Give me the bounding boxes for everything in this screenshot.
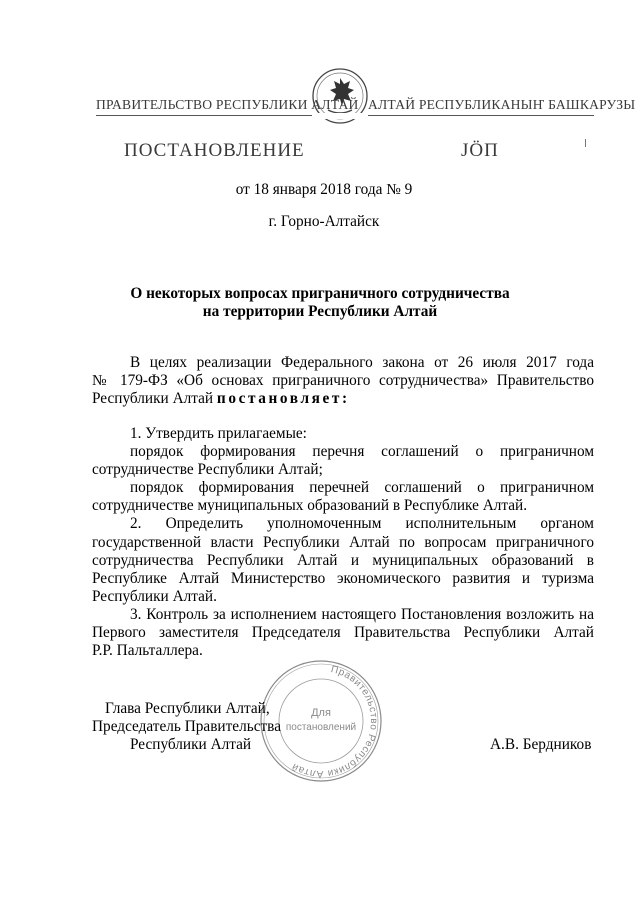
- svg-text:постановлений: постановлений: [285, 722, 357, 733]
- signatory-title-line2: Председатель Правительства: [92, 718, 281, 735]
- document-type-ru: ПОСТАНОВЛЕНИЕ: [124, 140, 305, 161]
- document-type-alt: JÖП: [461, 140, 499, 161]
- item-1: 1. Утвердить прилагаемые:: [130, 425, 307, 442]
- document-title-line2: на территории Республики Алтай: [202, 303, 438, 320]
- signatory-title-line3: Республики Алтай: [130, 736, 252, 753]
- document-title-line1: О некоторых вопросах приграничного сотрудничества: [130, 285, 510, 302]
- decree-keyword: постановляет:: [216, 390, 350, 408]
- svg-text:Правительство Республики Алтай: Правительство Республики Алтай: [289, 664, 380, 780]
- government-name-ru: ПРАВИТЕЛЬСТВО РЕСПУБЛИКИ АЛТАЙ: [96, 97, 359, 112]
- item-3: 3. Контроль за исполнением настоящего Постановления возложить на: [130, 605, 594, 623]
- item-2: 2. Определить уполномоченным исполнительным органом: [130, 515, 594, 533]
- document-city: г. Горно-Алтайск: [268, 213, 380, 230]
- signatory-name: А.В. Бердников: [490, 736, 592, 753]
- svg-text:Для: Для: [311, 707, 331, 719]
- preamble: В целях реализации Федерального закона от 26 июля 2017 года № 179-ФЗ «Об основах приграничного сотрудничества» Правительство Республики Алтай постановляет:: [92, 354, 594, 408]
- decree-items: 1. Утвердить прилагаемые: порядок формирования перечня соглашений о приграничном сотрудничестве Республики Алтай; порядок формирования перечней соглашений о приграничном сотрудничестве муниципальных образований в Республике Алтай. 2. Определить уполномоченным исполнительным органом государственной власти Республики Алтай по вопросам приграничного сотрудничества Республики Алтай и муниципальных образований в Республике Алтай Министерство экономического развития и туризма Республики Алтай. 3. Контроль за исполнением настоящего Постановления возложить на Первого заместителя Председателя Правительства Республики Алтай Р.Р. Пальталлера.: [92, 425, 594, 660]
- signatory-title-line1: Глава Республики Алтай,: [105, 700, 270, 717]
- government-name-alt: АЛТАЙ РЕСПУБЛИКАНЫҤ БАШКАРУЗЫ: [368, 97, 636, 112]
- document-date: от 18 января 2018 года № 9: [235, 181, 413, 198]
